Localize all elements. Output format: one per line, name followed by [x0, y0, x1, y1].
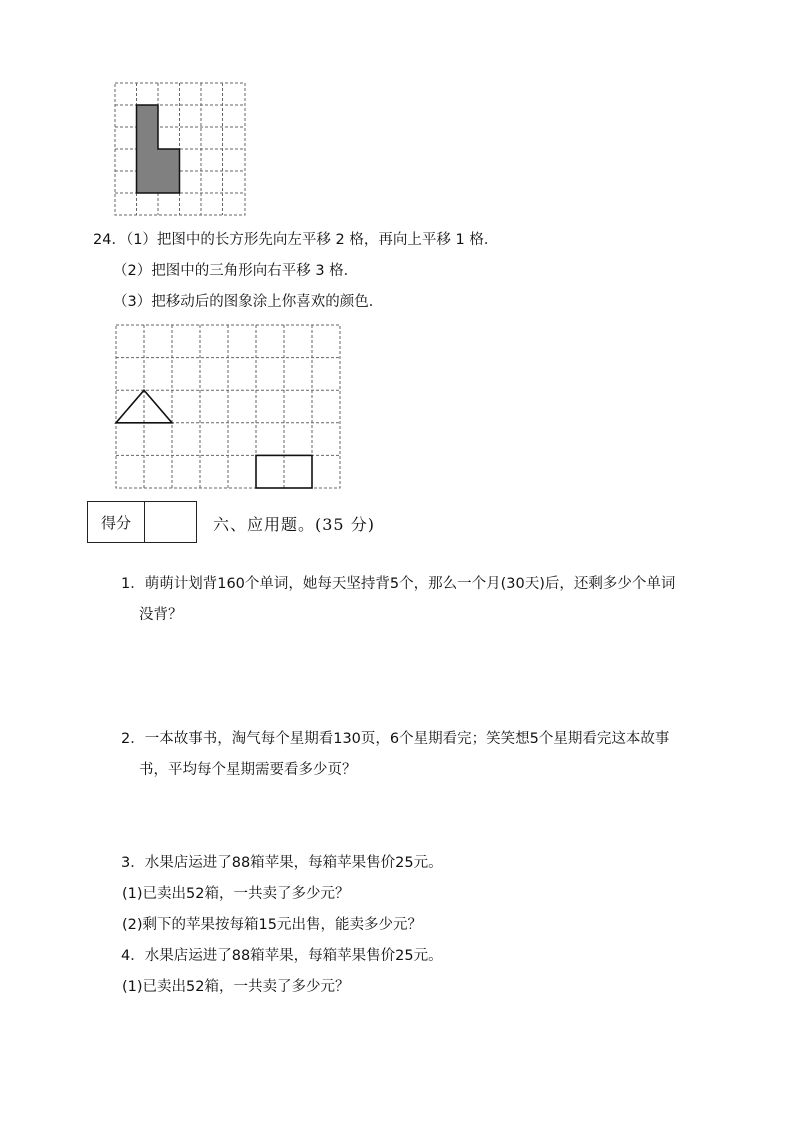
section-title: 六、应用题。(35 分) — [213, 515, 375, 534]
shaded-l-shape — [137, 105, 180, 193]
question-3-line-2: (1)已卖出52箱，一共卖了多少元？ — [122, 886, 350, 902]
q24-part3: （3）把移动后的图象涂上你喜欢的颜色． — [113, 294, 384, 310]
question-2-line-1: 2．一本故事书，淘气每个星期看130页，6个星期看完；笑笑想5个星期看完这本故事 — [121, 731, 670, 747]
question-4-line-1: 4．水果店运进了88箱苹果，每箱苹果售价25元。 — [121, 948, 443, 964]
question-1-line-1: 1．萌萌计划背160个单词，她每天坚持背5个，那么一个月(30天)后，还剩多少个单词 — [121, 576, 676, 592]
grid-figure-triangle-rectangle — [116, 325, 340, 488]
question-3-line-1: 3．水果店运进了88箱苹果，每箱苹果售价25元。 — [121, 855, 443, 871]
q24-part1: 24．（1）把图中的长方形先向左平移 2 格，再向上平移 1 格． — [93, 232, 499, 248]
question-4-line-2: (1)已卖出52箱，一共卖了多少元？ — [122, 979, 350, 995]
score-box — [87, 501, 197, 543]
question-3-line-3: (2)剩下的苹果按每箱15元出售，能卖多少元？ — [122, 917, 422, 933]
q24-part2: （2）把图中的三角形向右平移 3 格． — [113, 263, 359, 279]
score-field[interactable] — [145, 502, 196, 542]
question-2-line-2: 书，平均每个星期需要看多少页？ — [139, 762, 357, 778]
grid-figure-l-shape — [115, 83, 245, 215]
question-1-line-2: 没背？ — [139, 607, 183, 623]
q24-number: 24． — [93, 232, 126, 248]
score-label: 得分 — [88, 502, 145, 542]
